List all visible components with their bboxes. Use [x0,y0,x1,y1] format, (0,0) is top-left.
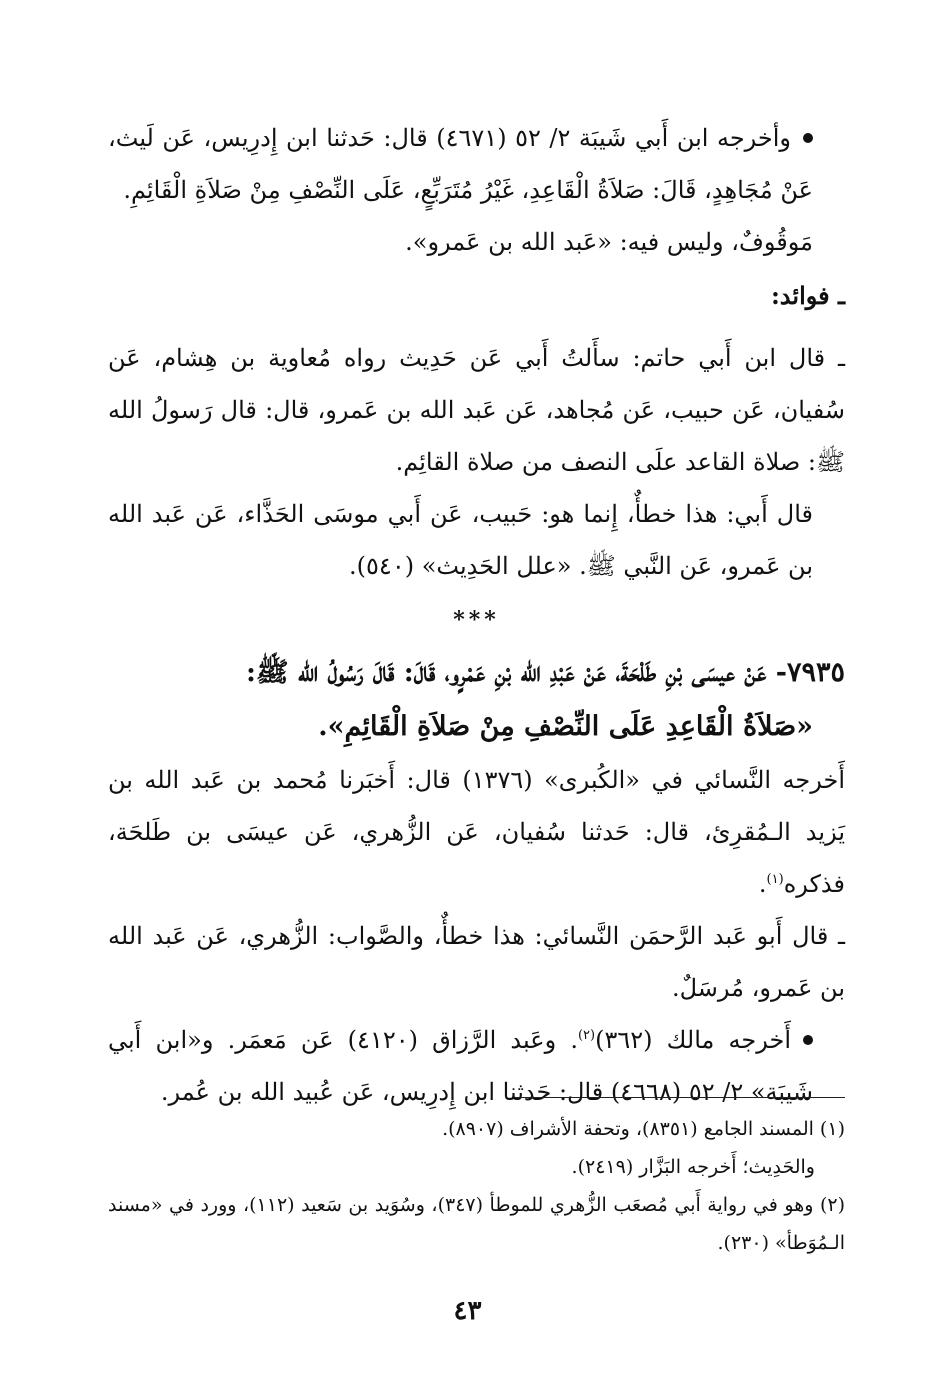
paragraph-qala-abi: قال أَبي: هذا خطأٌ، إِنما هو: حَبيب، عَن أَبي موسَى الحَذَّاء، عَن عَبد الله بن عَمرو، عَن النَّبي ﷺ. «علل الحَدِيث» (٥٤٠). [108,500,813,580]
footnote-divider [515,1097,845,1098]
hadith-chain [108,646,845,700]
paragraph-ibn-abi-shaybah [108,112,845,216]
punctuation: . [758,870,767,898]
paragraph-text: أَخرجه النَّسائي في «الكُبرى» (١٣٧٦) قال: أَخبَرنا مُحمد بن عَبد الله بن يَزيد الـمُقرِئ، قال: حَدثنا سُفيان، عَن الزُّهري، عَن عيسَى بن طَلحَة، فذكره [108,766,845,898]
paragraph-nasai-takhrij [108,754,845,910]
hadith-text: «صَلاَةُ الْقَاعِدِ عَلَى النِّصْفِ مِنْ صَلاَةِ الْقَائِمِ». [318,711,813,742]
footnote-1: (١) المسند الجامع (٨٣٥١)، وتحفة الأشراف (٨٩٠٧). [442,1118,845,1140]
page-number: ٤٣ [453,1296,482,1326]
paragraph-text: . وعَبد الرَّزاق (٤١٢٠) عَن مَعمَر. و«ابن أَبي شَيبَة» ٢/ ٥٢ (٤٦٦٨) قال: حَدثنا ابن إِدرِيس، عَن عُبيد الله بن عُمر. [108,1026,813,1106]
footnote-ref-1[interactable]: (١) [766,872,784,887]
bullet-icon [803,1035,813,1045]
paragraph-mawquf: مَوقُوفٌ، وليس فيه: «عَبد الله بن عَمرو». [405,228,813,256]
footnote-2: (٢) وهو في رواية أَبي مُصعَب الزُّهري للموطأ (٣٤٧)، وسُوَيد بن سَعيد (١١٢)، وورد في «مسند الـمُوَطأ» (٢٣٠). [108,1194,845,1254]
paragraph-nasai-comment: ـ قال أَبو عَبد الرَّحمَن النَّسائي: هذا خطأٌ، والصَّواب: الزُّهري، عَن عَبد الله بن عَمرو، مُرسَلٌ. [108,922,845,1002]
section-separator: *** [453,607,500,633]
fawaid-heading: ـ فوائد: [770,281,845,310]
paragraph-text: أَخرجه مالك (٣٦٢) [595,1026,792,1054]
bullet-icon [803,133,813,143]
paragraph-ibn-abi-hatim: ـ قال ابن أَبي حاتم: سأَلتُ أَبي عَن حَدِيث رواه مُعاوية بن هِشام، عَن سُفيان، عَن حبيب، عَن مُجاهد، عَن عَبد الله بن عَمرو، قال: قال رَسولُ الله ﷺ: صلاة القاعد علَى النصف من صلاة القائِم. [108,344,845,476]
paragraph-malik-takhrij [108,1014,845,1118]
footnotes [108,1110,845,1262]
hadith-number: ٧٩٣٥- [775,657,845,688]
hadith-chain-text: عَنْ عيسَى بْنِ طَلْحَةَ، عَنْ عَبْدِ الله بْنِ عَمْرٍو، قَالَ: قَالَ رَسُولُ الله ﷺ: [246,657,767,688]
main-text [108,112,845,1118]
paragraph-text: وأخرجه ابن أَبي شَيبَة ٢/ ٥٢ (٤٦٧١) قال: حَدثنا ابن إِدرِيس، عَن لَيث، عَنْ مُجَاهِدٍ، قَالَ: صَلاَةُ الْقَاعِدِ، غَيْرُ مُتَرَبِّعٍ، عَلَى النِّصْفِ مِنْ صَلاَةِ الْقَائِمِ. [108,124,813,204]
footnote-1-continuation: والحَدِيث؛ أَخرجه البَزَّار (٢٤١٩). [571,1156,815,1178]
footnote-ref-2[interactable]: (٢) [577,1028,596,1043]
